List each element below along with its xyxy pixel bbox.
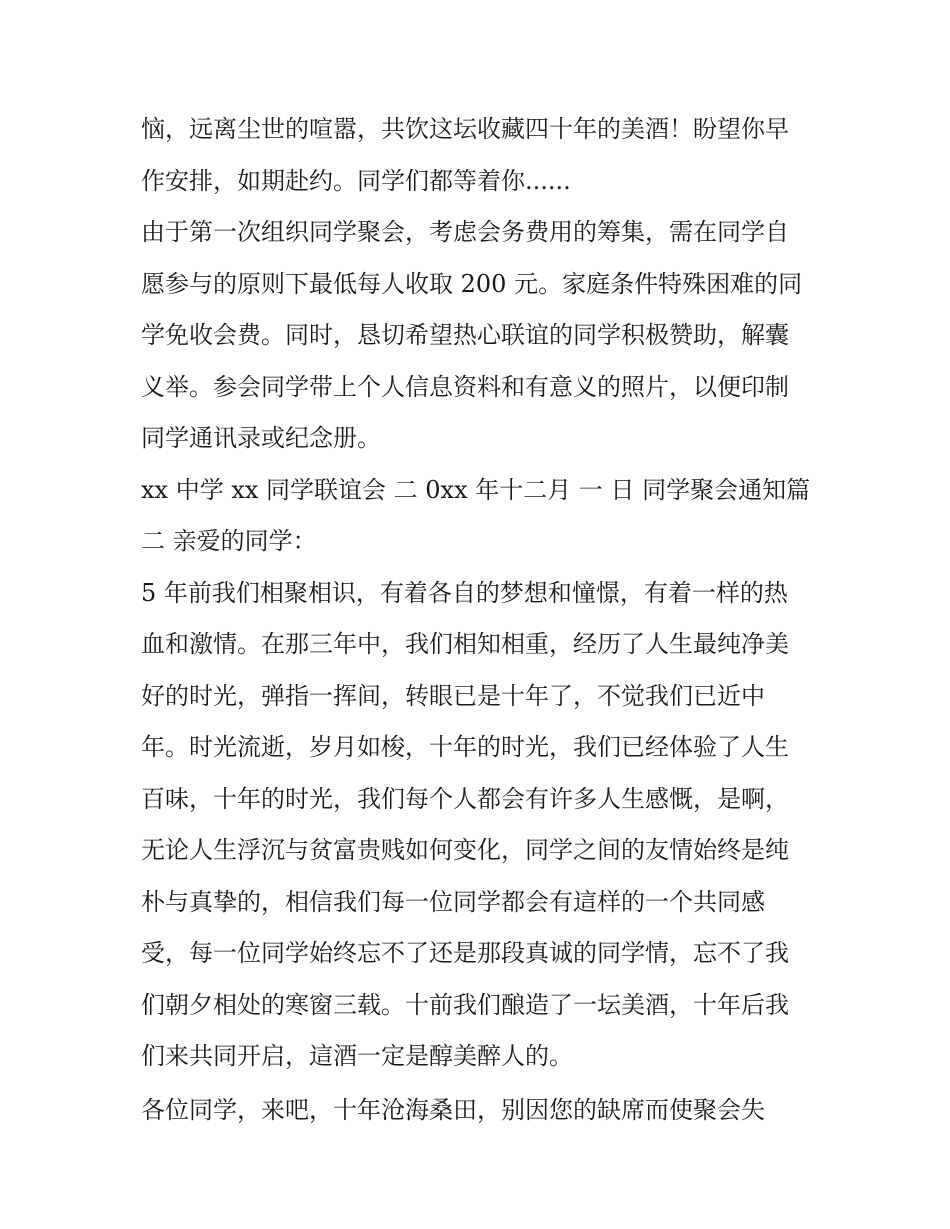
text-line: 由于第一次组织同学聚会，考虑会务费用的筹集，需在同学自 [141, 218, 789, 246]
text-line: 无论人生浮沉与贫富贵贱如何变化，同学之间的友情始终是纯 [141, 836, 789, 864]
text-line: 血和激情。在那三年中，我们相知相重，经历了人生最纯净美 [141, 630, 789, 658]
text-line: 受，每一位同学始终忘不了还是那段真诚的同学情，忘不了我 [141, 939, 789, 967]
text-line: 们来共同开启，這酒一定是醇美醉人的。 [141, 1042, 573, 1070]
text-line: 好的时光，弹指一挥间，转眼已是十年了，不觉我们已近中 [141, 681, 765, 710]
text-line: 5 年前我们相聚相识，有着各自的梦想和憧憬，有着一样的热 [141, 578, 788, 607]
text-line: 百味，十年的时光，我们每个人都会有许多人生感慨，是啊， [141, 784, 789, 813]
text-line: 们朝夕相处的寒窗三载。十前我们酿造了一坛美酒，十年后我 [141, 990, 789, 1019]
text-line: 朴与真挚的，相信我们每一位同学都会有這样的一个共同感 [141, 887, 765, 916]
body-text [141, 104, 821, 1136]
text-line: 同学通讯录或纪念册。 [141, 424, 381, 452]
text-line: 二 亲爱的同学： [141, 527, 317, 555]
text-line: 学免收会费。同时，恳切希望热心联谊的同学积极赞助，解囊 [141, 321, 789, 349]
text-line: 年。时光流逝，岁月如梭，十年的时光，我们已经体验了人生 [141, 733, 789, 761]
text-line: 愿参与的原则下最低每人收取 200 元。家庭条件特殊困难的同 [141, 269, 803, 298]
text-line: xx 中学 xx 同学联谊会 二 0xx 年十二月 一 日 同学聚会通知篇 [141, 475, 811, 504]
text-line: 义举。参会同学带上个人信息资料和有意义的照片，以便印制 [141, 372, 789, 401]
text-line: 各位同学，来吧，十年沧海桑田，别因您的缺席而使聚会失 [141, 1095, 765, 1124]
text-line: 作安排，如期赴约。同学们都等着你...... [141, 166, 571, 195]
text-line: 恼，远离尘世的喧嚣，共饮这坛收藏四十年的美酒！盼望你早 [141, 115, 789, 143]
